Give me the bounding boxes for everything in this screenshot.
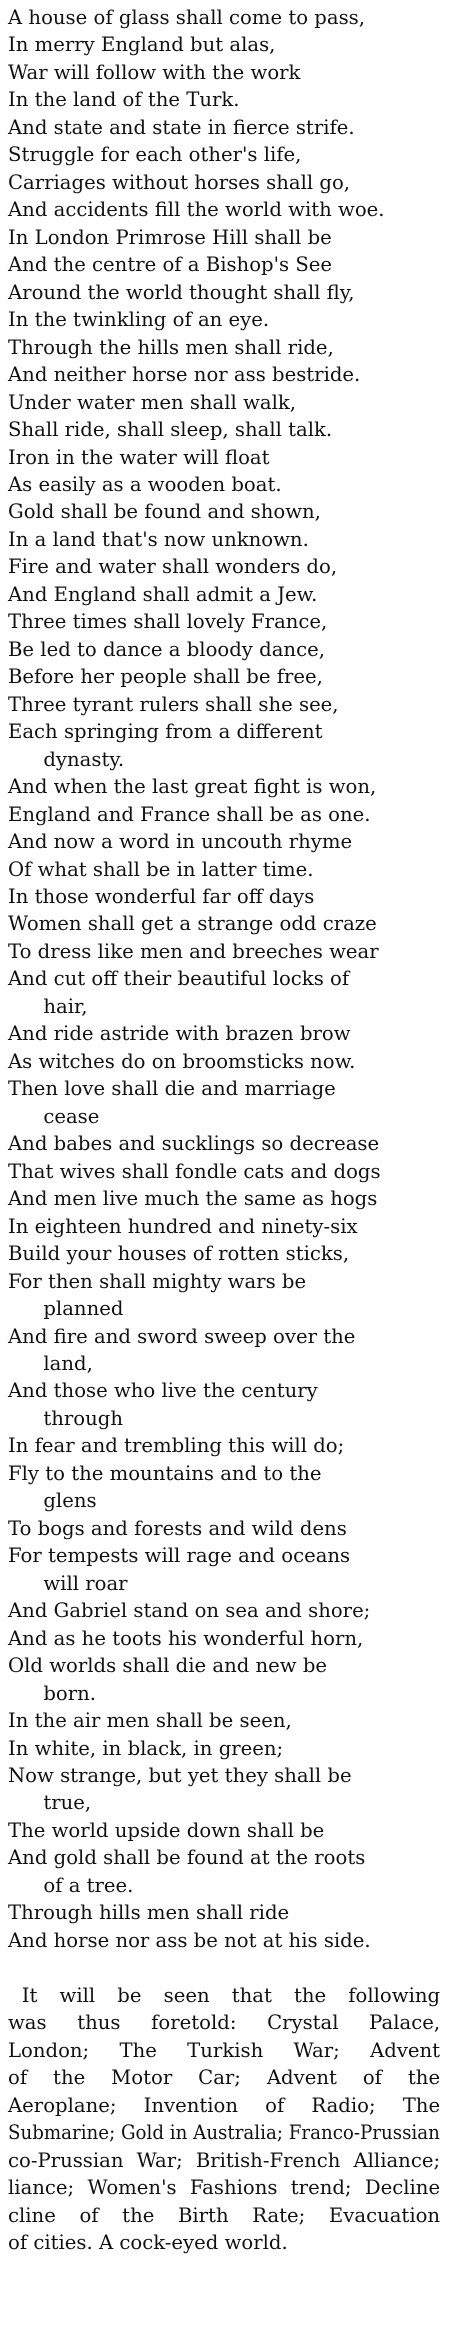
poem-line: In the land of the Turk. <box>8 87 240 112</box>
prose-line: of the Motor Car; Advent of the <box>8 2065 441 2090</box>
poem-line: Build your houses of rotten sticks, <box>8 1241 350 1266</box>
poem-line: land, <box>43 1350 93 1375</box>
poem-line: To bogs and forests and wild dens <box>8 1515 347 1540</box>
poem-line: Gold shall be found and shown, <box>8 499 321 524</box>
poem-line: Of what shall be in latter time. <box>8 856 314 881</box>
poem-line: As easily as a wooden boat. <box>8 471 282 496</box>
poem-line: Old worlds shall die and new be <box>8 1653 328 1678</box>
poem-line: In fear and trembling this will do; <box>8 1433 345 1458</box>
poem-line: In the air men shall be seen, <box>8 1708 292 1733</box>
poem-line: true, <box>43 1790 92 1815</box>
poem-line: And neither horse nor ass bestride. <box>8 362 361 387</box>
poem-line: Before her people shall be free, <box>8 664 323 689</box>
poem-line: dynasty. <box>43 746 125 771</box>
poem-line: Around the world thought shall fly, <box>8 279 355 304</box>
poem-line: And now a word in uncouth rhyme <box>8 829 353 854</box>
poem-line: Now strange, but yet they shall be <box>8 1763 352 1787</box>
poem-line: And accidents fill the world with woe. <box>8 197 385 222</box>
prose-line: co-Prussian War; British-French Alliance; <box>8 2147 441 2172</box>
poem-line: Through hills men shall ride <box>8 1900 290 1925</box>
poem-line: through <box>43 1405 123 1430</box>
poem-line: Be led to dance a bloody dance, <box>8 636 325 661</box>
prose-line: Submarine; Gold in Australia; Franco-Prussian <box>8 2120 440 2145</box>
prose-line: liance; Women's Fashions trend; Decline <box>8 2175 441 2200</box>
poem-line: And ride astride with brazen brow <box>8 1021 351 1046</box>
poem-line: And those who live the century <box>8 1378 318 1403</box>
poem-line: And England shall admit a Jew. <box>8 581 318 606</box>
poem-line: For tempests will rage and oceans <box>8 1543 351 1568</box>
poem-line: will roar <box>43 1570 128 1595</box>
poem-line: And as he toots his wonderful horn, <box>8 1625 364 1650</box>
poem-line: And Gabriel stand on sea and shore; <box>8 1598 371 1623</box>
prose-line: London; The Turkish War; Advent <box>8 2037 441 2062</box>
poem-line: The world upside down shall be <box>8 1817 325 1842</box>
poem-line: And when the last great fight is won, <box>8 774 377 799</box>
prose-line: It will be seen that the following <box>21 1982 441 2007</box>
poem-line: Each springing from a different <box>8 719 323 744</box>
poem-line: Shall ride, shall sleep, shall talk. <box>8 417 333 442</box>
poem-line: In merry England but alas, <box>8 32 276 57</box>
poem-line: In a land that's now unknown. <box>8 526 309 551</box>
poem-line: glens <box>43 1488 97 1513</box>
poem-line: of a tree. <box>43 1872 134 1897</box>
poem-line: And gold shall be found at the roots <box>8 1845 366 1870</box>
poem-line: And fire and sword sweep over the <box>8 1323 356 1348</box>
prose-line: cline of the Birth Rate; Evacuation <box>8 2202 441 2227</box>
prose-line: Aeroplane; Invention of Radio; The <box>8 2092 441 2117</box>
poem-line: Fly to the mountains and to the <box>8 1460 322 1485</box>
poem-line: And state and state in fierce strife. <box>8 114 355 139</box>
prose-line: was thus foretold: Crystal Palace, <box>8 2010 441 2035</box>
poem-line: In the twinkling of an eye. <box>8 307 270 332</box>
poem-line: planned <box>43 1296 124 1321</box>
poem-line: In London Primrose Hill shall be <box>8 224 332 249</box>
blank-line <box>8 1954 440 1981</box>
poem-line: In eighteen hundred and ninety-six <box>8 1213 358 1238</box>
poem-line: For then shall mighty wars be <box>8 1268 307 1293</box>
poem-line: England and France shall be as one. <box>8 801 371 826</box>
poem-line: Three tyrant rulers shall she see, <box>8 691 339 716</box>
poem-line: And horse nor ass be not at his side. <box>8 1927 371 1952</box>
poem-line: hair, <box>43 993 88 1018</box>
poem-line: Fire and water shall wonders do, <box>8 554 338 579</box>
prose-line: of cities. A cock-eyed world. <box>8 2229 288 2254</box>
poem-line: Iron in the water will float <box>8 444 270 469</box>
poem-line: In those wonderful far off days <box>8 884 315 908</box>
poem-line: A house of glass shall come to pass, <box>8 5 366 29</box>
poem-line: And the centre of a Bishop's See <box>8 252 333 277</box>
poem-line: Women shall get a strange odd craze <box>8 911 377 936</box>
poem-line: Under water men shall walk, <box>8 389 297 414</box>
poem-line: Through the hills men shall ride, <box>8 334 334 359</box>
poem-column <box>8 4 448 2256</box>
poem-line: cease <box>43 1103 100 1128</box>
poem-line: In white, in black, in green; <box>8 1735 284 1760</box>
poem-line: And men live much the same as hogs <box>8 1186 378 1211</box>
poem-line: That wives shall fondle cats and dogs <box>8 1158 381 1183</box>
poem-line: Struggle for each other's life, <box>8 142 302 167</box>
poem-line: To dress like men and breeches wear <box>8 938 379 963</box>
poem-line: War will follow with the work <box>8 59 301 84</box>
poem-line: As witches do on broomsticks now. <box>8 1048 356 1073</box>
poem-line: Then love shall die and marriage <box>8 1076 336 1101</box>
poem-line: Carriages without horses shall go, <box>8 169 351 194</box>
poem-line: born. <box>43 1680 97 1705</box>
poem-line: And babes and sucklings so decrease <box>8 1131 380 1156</box>
poem-line: And cut off their beautiful locks of <box>8 966 350 991</box>
poem-line: Three times shall lovely France, <box>8 609 328 634</box>
